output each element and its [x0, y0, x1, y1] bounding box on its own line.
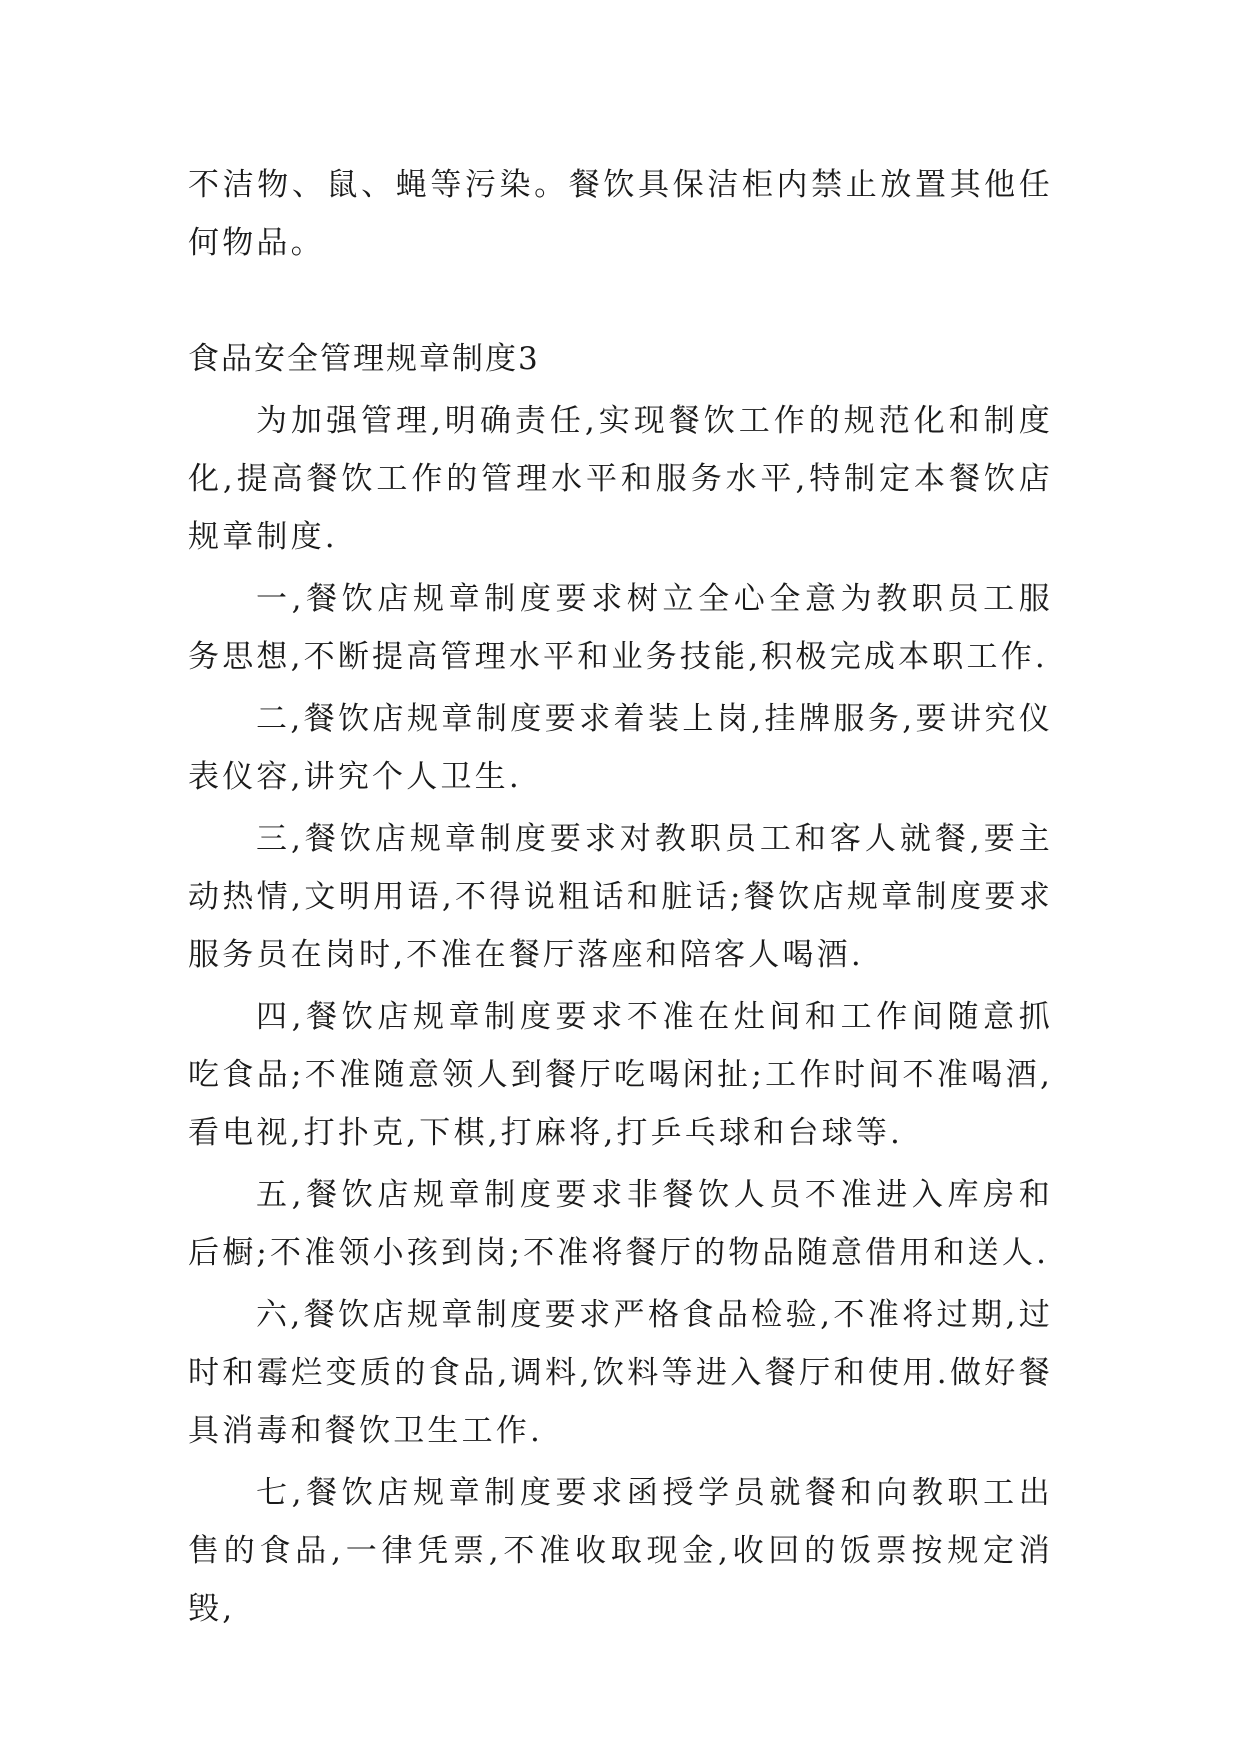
paragraph-1: 一,餐饮店规章制度要求树立全心全意为教职员工服务思想,不断提高管理水平和业务技能,积极完成本职工作. [188, 581, 1053, 675]
paragraph-2: 二,餐饮店规章制度要求着装上岗,挂牌服务,要讲究仪表仪容,讲究个人卫生. [188, 701, 1053, 795]
paragraph-3: 三,餐饮店规章制度要求对教职员工和客人就餐,要主动热情,文明用语,不得说粗话和脏话;餐饮店规章制度要求服务员在岗时,不准在餐厅落座和陪客人喝酒. [188, 821, 1053, 973]
paragraph-7: 七,餐饮店规章制度要求函授学员就餐和向教职工出售的食品,一律凭票,不准收取现金,收回的饭票按规定消毁, [188, 1475, 1053, 1627]
document-body [188, 156, 1053, 1638]
paragraph-intro: 为加强管理,明确责任,实现餐饮工作的规范化和制度化,提高餐饮工作的管理水平和服务水平,特制定本餐饮店规章制度. [188, 403, 1053, 555]
section-title: 食品安全管理规章制度3 [188, 341, 540, 377]
paragraph-4: 四,餐饮店规章制度要求不准在灶间和工作间随意抓吃食品;不准随意领人到餐厅吃喝闲扯;工作时间不准喝酒,看电视,打扑克,下棋,打麻将,打乒乓球和台球等. [188, 999, 1053, 1151]
paragraph-6: 六,餐饮店规章制度要求严格食品检验,不准将过期,过时和霉烂变质的食品,调料,饮料等进入餐厅和使用.做好餐具消毒和餐饮卫生工作. [188, 1297, 1053, 1449]
continuation-paragraph: 不洁物、鼠、蝇等污染。餐饮具保洁柜内禁止放置其他任何物品。 [188, 167, 1053, 261]
paragraph-5: 五,餐饮店规章制度要求非餐饮人员不准进入库房和后橱;不准领小孩到岗;不准将餐厅的物品随意借用和送人. [188, 1177, 1053, 1271]
